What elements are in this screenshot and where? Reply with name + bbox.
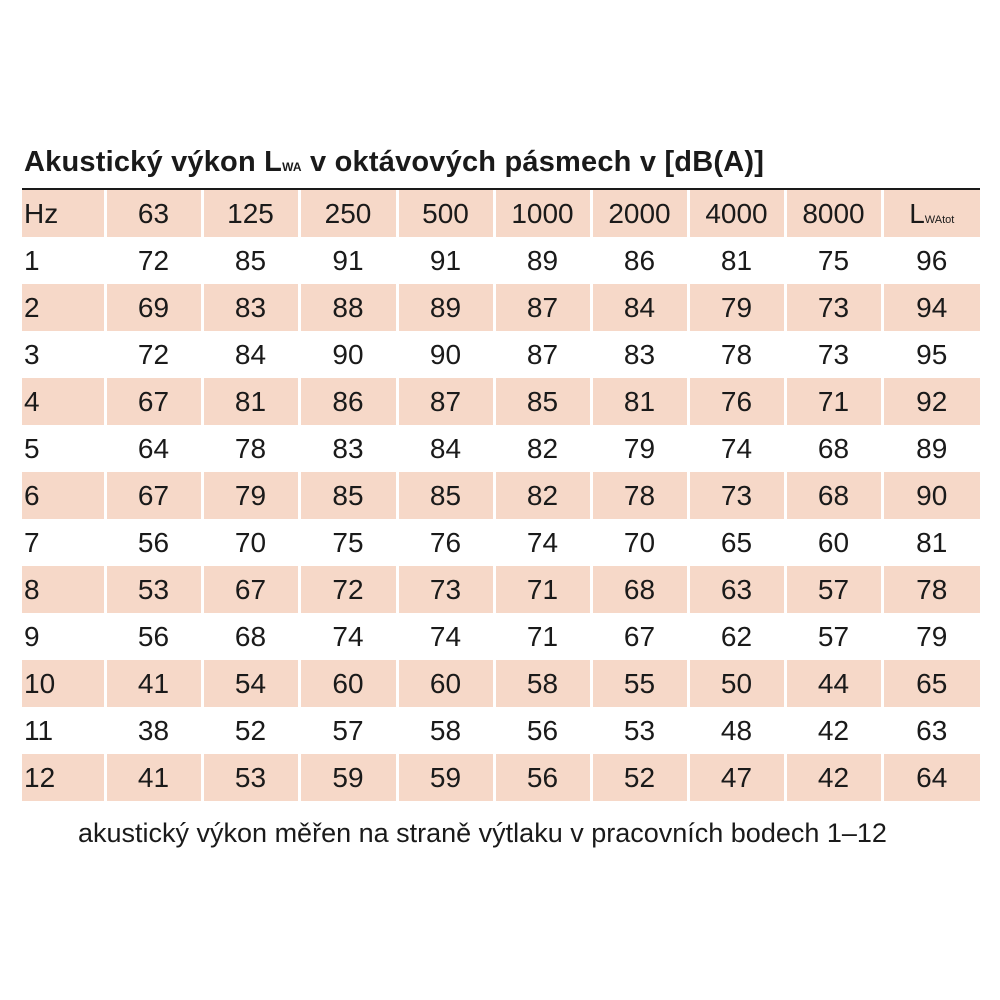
row-point-cell: 1: [22, 237, 105, 284]
row-value-cell: 73: [688, 472, 785, 519]
header-row: [22, 190, 980, 237]
row-value-cell: 71: [785, 378, 882, 425]
row-value-cell: 53: [591, 707, 688, 754]
table-row: [22, 378, 980, 425]
row-value-cell: 81: [202, 378, 299, 425]
row-total-cell: 96: [882, 237, 980, 284]
row-value-cell: 56: [105, 519, 202, 566]
row-point-cell: 4: [22, 378, 105, 425]
row-value-cell: 79: [591, 425, 688, 472]
row-value-cell: 60: [397, 660, 494, 707]
row-value-cell: 89: [397, 284, 494, 331]
row-point-cell: 7: [22, 519, 105, 566]
table-row: [22, 284, 980, 331]
table-row: [22, 754, 980, 801]
row-value-cell: 78: [202, 425, 299, 472]
table-row: [22, 707, 980, 754]
table-row: [22, 331, 980, 378]
row-total-cell: 81: [882, 519, 980, 566]
row-value-cell: 56: [494, 707, 591, 754]
row-value-cell: 48: [688, 707, 785, 754]
header-cell-63: 63: [105, 190, 202, 237]
row-value-cell: 60: [299, 660, 397, 707]
header-cell-2000: 2000: [591, 190, 688, 237]
row-total-cell: 89: [882, 425, 980, 472]
sound-power-table: [22, 190, 980, 801]
total-label: L: [909, 197, 925, 229]
row-value-cell: 57: [299, 707, 397, 754]
header-cell-4000: 4000: [688, 190, 785, 237]
row-value-cell: 82: [494, 425, 591, 472]
row-value-cell: 50: [688, 660, 785, 707]
row-value-cell: 83: [202, 284, 299, 331]
row-value-cell: 90: [397, 331, 494, 378]
row-point-cell: 3: [22, 331, 105, 378]
row-value-cell: 67: [105, 472, 202, 519]
table-row: [22, 613, 980, 660]
row-value-cell: 68: [785, 425, 882, 472]
row-value-cell: 72: [105, 331, 202, 378]
row-value-cell: 56: [494, 754, 591, 801]
row-value-cell: 64: [105, 425, 202, 472]
row-value-cell: 53: [105, 566, 202, 613]
row-value-cell: 56: [105, 613, 202, 660]
row-value-cell: 87: [494, 331, 591, 378]
header-cell-1000: 1000: [494, 190, 591, 237]
table-row: [22, 425, 980, 472]
row-value-cell: 42: [785, 707, 882, 754]
row-value-cell: 84: [397, 425, 494, 472]
row-value-cell: 73: [397, 566, 494, 613]
header-cell-500: 500: [397, 190, 494, 237]
row-value-cell: 91: [299, 237, 397, 284]
row-value-cell: 68: [591, 566, 688, 613]
row-value-cell: 71: [494, 566, 591, 613]
row-value-cell: 41: [105, 754, 202, 801]
row-value-cell: 41: [105, 660, 202, 707]
row-value-cell: 83: [299, 425, 397, 472]
header-cell-8000: 8000: [785, 190, 882, 237]
row-value-cell: 75: [785, 237, 882, 284]
row-value-cell: 54: [202, 660, 299, 707]
row-value-cell: 70: [202, 519, 299, 566]
row-value-cell: 83: [591, 331, 688, 378]
row-value-cell: 74: [397, 613, 494, 660]
row-value-cell: 73: [785, 331, 882, 378]
header-cell-250: 250: [299, 190, 397, 237]
row-value-cell: 55: [591, 660, 688, 707]
row-value-cell: 58: [397, 707, 494, 754]
row-value-cell: 91: [397, 237, 494, 284]
row-value-cell: 62: [688, 613, 785, 660]
row-value-cell: 82: [494, 472, 591, 519]
header-cell-total: [882, 190, 980, 237]
row-value-cell: 67: [105, 378, 202, 425]
row-value-cell: 70: [591, 519, 688, 566]
row-value-cell: 85: [397, 472, 494, 519]
row-total-cell: 90: [882, 472, 980, 519]
table-body: [22, 190, 980, 801]
row-value-cell: 38: [105, 707, 202, 754]
row-value-cell: 69: [105, 284, 202, 331]
header-cell-hz: Hz: [22, 190, 105, 237]
row-value-cell: 89: [494, 237, 591, 284]
row-point-cell: 12: [22, 754, 105, 801]
row-value-cell: 74: [299, 613, 397, 660]
row-value-cell: 57: [785, 566, 882, 613]
row-value-cell: 78: [591, 472, 688, 519]
table-row: [22, 519, 980, 566]
row-value-cell: 84: [591, 284, 688, 331]
title-suffix: v oktávových pásmech v [dB(A)]: [301, 146, 765, 178]
row-value-cell: 67: [202, 566, 299, 613]
table-row: [22, 566, 980, 613]
row-value-cell: 58: [494, 660, 591, 707]
row-total-cell: 79: [882, 613, 980, 660]
row-value-cell: 76: [397, 519, 494, 566]
title-subscript: WA: [282, 160, 302, 174]
footnote: akustický výkon měřen na straně výtlaku v pracovních bodech 1–12: [78, 818, 887, 848]
row-value-cell: 79: [202, 472, 299, 519]
row-total-cell: 78: [882, 566, 980, 613]
row-point-cell: 9: [22, 613, 105, 660]
row-value-cell: 59: [299, 754, 397, 801]
row-point-cell: 5: [22, 425, 105, 472]
row-value-cell: 44: [785, 660, 882, 707]
row-value-cell: 85: [202, 237, 299, 284]
row-value-cell: 63: [688, 566, 785, 613]
row-value-cell: 81: [688, 237, 785, 284]
row-value-cell: 59: [397, 754, 494, 801]
row-value-cell: 74: [494, 519, 591, 566]
row-point-cell: 6: [22, 472, 105, 519]
title-prefix: Akustický výkon L: [24, 146, 283, 178]
row-value-cell: 53: [202, 754, 299, 801]
table-row: [22, 660, 980, 707]
row-value-cell: 73: [785, 284, 882, 331]
row-total-cell: 95: [882, 331, 980, 378]
row-value-cell: 86: [299, 378, 397, 425]
row-value-cell: 86: [591, 237, 688, 284]
header-cell-125: 125: [202, 190, 299, 237]
row-value-cell: 68: [202, 613, 299, 660]
row-value-cell: 52: [202, 707, 299, 754]
row-value-cell: 85: [299, 472, 397, 519]
row-value-cell: 87: [397, 378, 494, 425]
row-point-cell: 8: [22, 566, 105, 613]
row-value-cell: 72: [105, 237, 202, 284]
row-value-cell: 85: [494, 378, 591, 425]
row-value-cell: 75: [299, 519, 397, 566]
row-value-cell: 79: [688, 284, 785, 331]
row-value-cell: 52: [591, 754, 688, 801]
row-value-cell: 47: [688, 754, 785, 801]
row-value-cell: 71: [494, 613, 591, 660]
row-total-cell: 92: [882, 378, 980, 425]
row-value-cell: 74: [688, 425, 785, 472]
row-value-cell: 72: [299, 566, 397, 613]
row-value-cell: 76: [688, 378, 785, 425]
row-value-cell: 84: [202, 331, 299, 378]
row-value-cell: 87: [494, 284, 591, 331]
row-value-cell: 42: [785, 754, 882, 801]
row-point-cell: 10: [22, 660, 105, 707]
row-point-cell: 2: [22, 284, 105, 331]
row-value-cell: 78: [688, 331, 785, 378]
table-row: [22, 237, 980, 284]
table-title: [24, 146, 764, 179]
row-value-cell: 90: [299, 331, 397, 378]
total-subscript: WAtot: [924, 213, 955, 226]
row-value-cell: 60: [785, 519, 882, 566]
row-total-cell: 65: [882, 660, 980, 707]
row-value-cell: 65: [688, 519, 785, 566]
row-point-cell: 11: [22, 707, 105, 754]
row-value-cell: 57: [785, 613, 882, 660]
row-value-cell: 67: [591, 613, 688, 660]
table-row: [22, 472, 980, 519]
row-total-cell: 64: [882, 754, 980, 801]
row-value-cell: 81: [591, 378, 688, 425]
row-value-cell: 88: [299, 284, 397, 331]
row-value-cell: 68: [785, 472, 882, 519]
row-total-cell: 63: [882, 707, 980, 754]
row-total-cell: 94: [882, 284, 980, 331]
